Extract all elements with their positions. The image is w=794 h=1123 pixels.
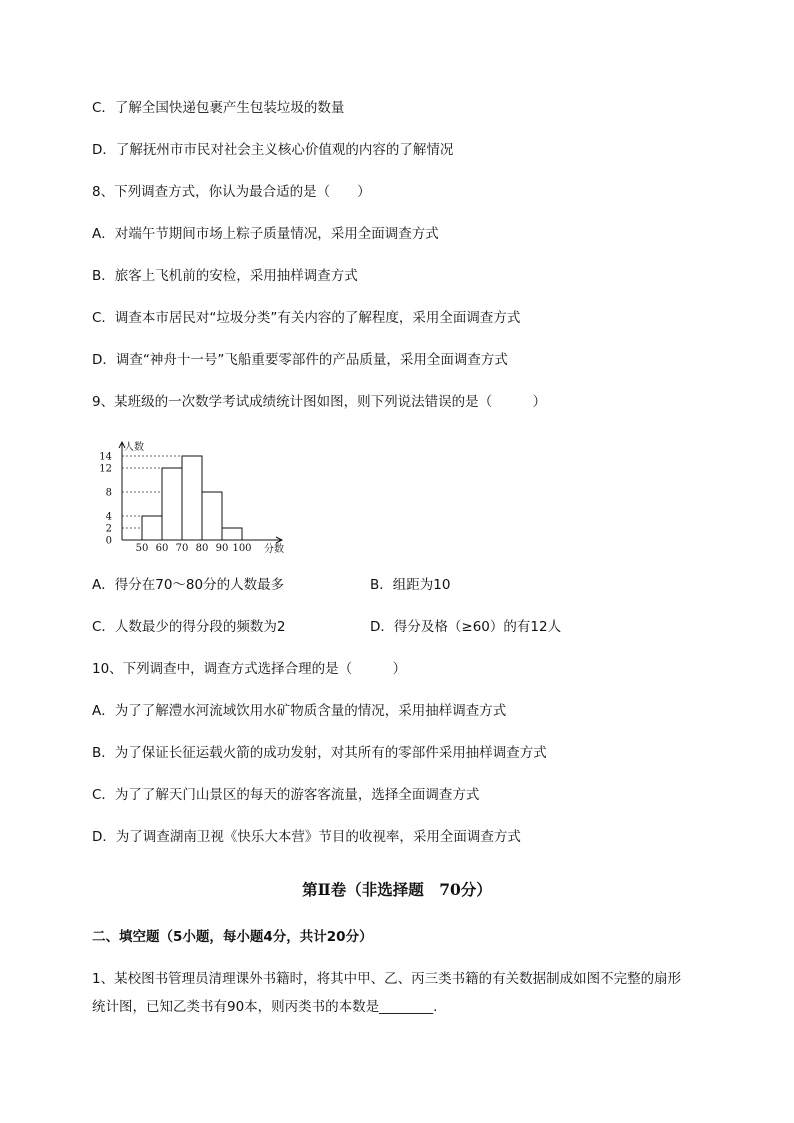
- x-tick-label: 80: [195, 543, 209, 553]
- x-tick-label: 70: [175, 543, 189, 553]
- x-tick-label: 50: [135, 543, 149, 553]
- q8-option-c: C．调查本市居民对“垃圾分类”有关内容的了解程度，采用全面调查方式: [92, 310, 521, 326]
- histogram-bar: [202, 492, 222, 540]
- y-tick-label: 2: [105, 523, 112, 535]
- x-axis-title: 分数: [264, 544, 284, 553]
- q8-option-d: D．调查“神舟十一号”飞船重要零部件的产品质量，采用全面调查方式: [92, 352, 508, 368]
- q10-option-b: B．为了保证长征运载火箭的成功发射，对其所有的零部件采用抽样调查方式: [92, 745, 547, 761]
- y-tick-label: 4: [105, 511, 112, 523]
- q7-option-c: C．了解全国快递包裹产生包装垃圾的数量: [92, 100, 345, 116]
- q10-option-c: C．为了了解天门山景区的每天的游客客流量，选择全面调查方式: [92, 787, 480, 803]
- x-tick-label: 60: [155, 543, 169, 553]
- histogram-bar: [142, 516, 162, 540]
- part2-heading: 二、填空题（5小题，每小题4分，共计20分）: [92, 929, 373, 945]
- origin-label: 0: [105, 535, 112, 547]
- q7-option-d: D．了解抚州市市民对社会主义核心价值观的内容的了解情况: [92, 142, 454, 158]
- fill-question-1-line1: 1、某校图书管理员清理课外书籍时，将其中甲、乙、丙三类书籍的有关数据制成如图不完整的扇形: [92, 971, 682, 987]
- score-histogram: [92, 433, 292, 553]
- q8-option-b: B．旅客上飞机前的安检，采用抽样调查方式: [92, 268, 358, 284]
- histogram-bar: [182, 456, 202, 540]
- histogram-bar: [162, 468, 182, 540]
- fill-question-1-line2: 统计图，已知乙类书有90本，则丙类书的本数是________.: [92, 999, 438, 1015]
- q10-option-a: A．为了了解澧水河流域饮用水矿物质含量的情况，采用抽样调查方式: [92, 703, 507, 719]
- q9-option-d: D．得分及格（≥60）的有12人: [370, 619, 562, 635]
- q9-option-c: C．人数最少的得分段的频数为2: [92, 619, 286, 635]
- q10-option-d: D．为了调查湖南卫视《快乐大本营》节目的收视率，采用全面调查方式: [92, 829, 521, 845]
- section-title: 第Ⅱ卷（非选择题 70分）: [302, 880, 492, 899]
- question-8: 8、下列调查方式，你认为最合适的是（ ）: [92, 184, 371, 200]
- q9-option-b: B．组距为10: [370, 577, 451, 593]
- y-tick-label: 8: [105, 487, 112, 499]
- x-tick-label: 90: [215, 543, 229, 553]
- question-10: 10、下列调查中，调查方式选择合理的是（ ）: [92, 661, 407, 677]
- q8-option-a: A．对端午节期间市场上粽子质量情况，采用全面调查方式: [92, 226, 439, 242]
- x-tick-label: 100: [232, 543, 252, 553]
- question-9: 9、某班级的一次数学考试成绩统计图如图，则下列说法错误的是（ ）: [92, 394, 547, 410]
- y-tick-label: 14: [99, 451, 112, 463]
- histogram-bar: [222, 528, 242, 540]
- q9-option-a: A．得分在70～80分的人数最多: [92, 577, 285, 593]
- y-tick-label: 12: [99, 463, 112, 475]
- y-axis-title: 人数: [124, 442, 144, 453]
